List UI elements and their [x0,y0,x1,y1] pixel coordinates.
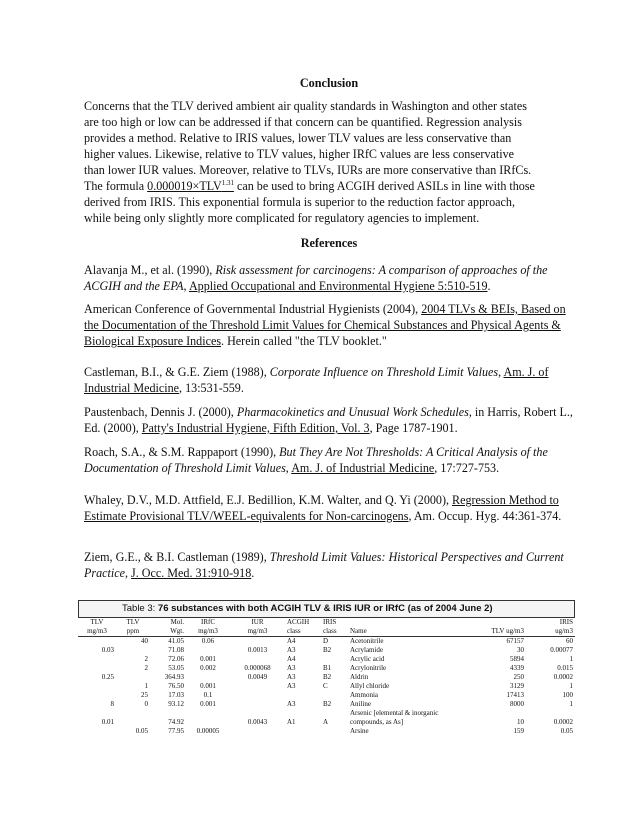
table-cell: Acetonitrile [350,637,384,645]
table-row [78,727,575,736]
table-cell [116,709,150,718]
table-cell: Arsenic [elemental & inorganic [350,709,439,717]
table-cell: A3 [287,700,296,708]
table-cell: 0.001 [200,700,216,708]
table-row [78,718,575,727]
table-row [78,700,575,709]
table-cell: 159 [513,727,524,735]
table-cell: 0.00005 [196,727,220,735]
table-cell: 30 [517,646,524,654]
substances-table [78,600,575,736]
table-cell: 8000 [510,700,524,708]
table-cell [116,718,150,727]
table-cell [78,709,116,718]
table-cell: 3129 [510,682,524,690]
table-cell: 77.95 [168,727,184,735]
table-cell: 0.002 [200,664,216,672]
formula: $0.000019\times TLV^{1.31}$ [147,178,234,193]
conclusion-line: derived from IRIS. This exponential formula is superior to the reduction factor approach, [84,195,515,209]
table-cell: 74.92 [168,718,184,726]
table-cell: 0.0002 [553,673,573,681]
reference-journal: Patty's Industrial Hygiene, Fifth Edition, Vol. 3 [141,421,370,435]
table-cell: 71.08 [168,646,184,654]
table-cell: TLV [90,618,104,626]
table-cell: 8 [110,700,114,708]
table-cell [285,691,321,700]
table-cell [230,709,285,718]
table-cell [285,727,321,736]
table-caption: Table 3: 76 substances with both ACGIH TLV & IRIS IUR or IRfC (as of 2004 June 2) [78,600,575,618]
table-cell [230,700,285,709]
table-cell: C [323,682,328,690]
references-heading: References [300,236,358,250]
reference-item: Alavanja M., et al. (1990), Risk assessment for carcinogens: A comparison of approaches of the ACGIH and the EPA, Applied Occupational and Environmental Hygiene 5:510-519. [84,263,548,293]
table-row [78,691,575,700]
table-cell [321,727,348,736]
table-cell: 0.015 [557,664,573,672]
table-cell: A4 [287,655,296,663]
table-cell: IRfC [201,618,215,626]
formula-suffix: can be used to bring ACGIH derived ASILs in line with those [233,179,535,193]
table-cell [186,718,230,727]
table-cell: 0.05 [560,727,573,735]
reference-title: Corporate Influence on Threshold Limit Values [269,365,499,379]
table-cell [186,673,230,682]
table-cell [469,618,526,627]
table-cell: 0.000068 [244,664,271,672]
table-cell [230,727,285,736]
table-cell [321,691,348,700]
reference-title: Pharmacokinetics and Unusual Work Schedules [236,405,469,419]
table-cell: Acrylamide [350,646,384,654]
table-cell: 60 [566,637,573,645]
conclusion-paragraph [84,98,574,226]
table-cell: A3 [287,673,296,681]
table-cell: 10 [517,718,524,726]
table-cell [186,709,230,718]
table-cell [321,709,348,718]
reference-journal: J. Occ. Med. 31:910-918 [131,566,252,580]
table-row [78,637,575,647]
reference-item: Roach, S.A., & S.M. Rappaport (1990), But They Are Not Thresholds: A Critical Analysis of the Documentation of Threshold Limit Values, Am. J. of Industrial Medicine, 17:727-753. [84,445,548,475]
table-cell: ACGIH [287,618,310,626]
table-cell: Aniline [350,700,371,708]
table-cell: IRIS [323,618,337,626]
table-cell: ppm [116,627,150,637]
reference-title: Risk assessment for carcinogens: A comparison of approaches of the ACGIH and the EPA [84,263,548,293]
reference-journal: Regression Method to Estimate Provisional TLV/WEEL-equivalents for Non-carcinogens [84,493,559,523]
table-cell: 1 [569,682,573,690]
table-cell: A3 [287,664,296,672]
table-cell: Mol. [170,618,184,626]
table-row [78,673,575,682]
table-cell: TLV [126,618,140,626]
table-cell: Allyl chloride [350,682,390,690]
table-cell: A1 [287,718,296,726]
reference-title: But They Are Not Thresholds: A Critical Analysis of the Documentation of Threshold Limit Values [84,445,548,475]
table-cell: 0.01 [101,718,114,726]
table-row [78,709,575,718]
table-cell: mg/m3 [230,627,285,637]
reference-item: Whaley, D.V., M.D. Attfield, E.J. Bedillion, K.M. Walter, and Q. Yi (2000), Regression Method to Estimate Provisional TLV/WEEL-equivalents for Non-carcinogens, Am. Occup. Hyg. 44:361-374. [84,493,562,523]
conclusion-line: higher values. Likewise, relative to TLV values, higher IRfC values are less conservative [84,147,514,161]
conclusion-line: are too high or low can be addressed if that concern can be quantified. Regression analysis [84,115,522,129]
table-cell: 0.05 [135,727,148,735]
table-cell: 0.0049 [247,673,268,681]
table-cell: Name [348,627,469,637]
table-cell: Ammonia [350,691,378,699]
table-cell: B2 [323,646,332,654]
table-cell: 0.0043 [247,718,268,726]
table-cell: 0.001 [200,655,216,663]
table-cell: 72.06 [168,655,184,663]
table-cell: A [323,718,329,726]
table-cell: 17413 [506,691,524,699]
table-cell [526,709,575,718]
table-cell: 250 [513,673,524,681]
table-cell [78,691,116,700]
reference-journal: 2004 TLVs & BEIs, Based on the Documentation of the Threshold Limit Values for Chemical Substances and Physical Agents & Biological Exposure Indices [84,302,566,348]
reference-journal: Am. J. of Industrial Medicine [291,461,435,475]
reference-item: Ziem, G.E., & B.I. Castleman (1989), Threshold Limit Values: Historical Perspectives and Current Practice, J. Occ. Med. 31:910-918. [84,550,564,580]
table-cell: IRIS [559,618,573,626]
table-row [78,664,575,673]
table-cell: 0.00077 [550,646,573,654]
table-cell: A3 [287,646,296,654]
table-cell: Aldrin [350,673,369,681]
table-cell: 364.93 [164,673,184,681]
table-cell: 0 [144,700,148,708]
table-cell: 0.03 [101,646,114,654]
table-cell: B1 [323,664,332,672]
table-cell: ug/m3 [526,627,575,637]
table-cell: 25 [141,691,148,699]
table-cell: 53.05 [168,664,184,672]
table-cell: TLV ug/m3 [469,627,526,637]
table-cell: 93.12 [168,700,184,708]
table-cell: class [321,627,348,637]
table-cell [78,637,116,647]
conclusion-line: provides a method. Relative to IRIS values, lower TLV values are less conservative than [84,131,512,145]
table-cell [230,637,285,647]
table-cell [469,709,526,718]
table-cell: D [323,637,329,645]
table-cell: 100 [562,691,573,699]
reference-item: American Conference of Governmental Industrial Hygienists (2004), 2004 TLVs & BEIs, Based on the Documentation of the Threshold Limit Values for Chemical Substances and Physical Agents & Biological Exposure Indices. Herein called "the TLV booklet." [84,302,566,348]
table-grid [78,618,575,736]
table-cell [348,618,469,627]
table-cell: 4339 [510,664,524,672]
table-cell [78,727,116,736]
table-cell [150,709,186,718]
table-cell: 40 [141,637,148,645]
reference-title: Threshold Limit Values: Historical Perspectives and Current Practice [84,550,564,580]
reference-item: Paustenbach, Dennis J. (2000), Pharmacokinetics and Unusual Work Schedules, in Harris, Robert L., Ed. (2000), Patty's Industrial Hygiene, Fifth Edition, Vol. 3, Page 1787-1901. [84,405,573,435]
table-header-row [78,627,575,637]
table-cell: 41.05 [168,637,184,645]
table-cell: 1 [569,700,573,708]
table-cell: 0.001 [200,682,216,690]
table-cell: Acrylic acid [350,655,385,663]
table-cell: 0.25 [101,673,114,681]
table-cell: A4 [287,637,296,645]
table-cell: 76.50 [168,682,184,690]
table-cell: 2 [144,664,148,672]
table-cell: class [285,627,321,637]
table-cell [186,646,230,655]
table-cell [230,655,285,664]
table-cell: Acrylonitrile [350,664,387,672]
formula-exponent: 1.31 [221,178,234,187]
table-cell: 1 [144,682,148,690]
table-cell [321,655,348,664]
table-cell: Wgt. [150,627,186,637]
table-header-row [78,618,575,627]
conclusion-formula-line [84,178,574,194]
table-cell [78,655,116,664]
table-cell: 0.0002 [553,718,573,726]
table-cell [78,664,116,673]
reference-journal: Am. J. of Industrial Medicine [84,365,549,395]
table-cell [116,673,150,682]
conclusion-line: than lower IUR values. Moreover, relative to TLVs, IURs are more conservative than IRfCs. [84,163,532,177]
table-cell: A3 [287,682,296,690]
table-cell: 17.03 [168,691,184,699]
table-cell: mg/m3 [186,627,230,637]
table-cell: 0.06 [201,637,215,645]
table-row [78,682,575,691]
conclusion-line: while being only slightly more complicated for regulatory agencies to implement. [84,211,480,225]
table-cell: 0.0013 [247,646,268,654]
table-cell: 2 [144,655,148,663]
table-row [78,655,575,664]
table-cell: 0.1 [203,691,213,699]
formula-prefix: The formula [84,179,148,193]
table-row [78,646,575,655]
table-cell: B2 [323,700,332,708]
table-cell: mg/m3 [78,627,116,637]
table-cell [230,682,285,691]
table-cell: 67157 [506,637,524,645]
table-cell: compounds, as As] [350,718,404,726]
table-cell: B2 [323,673,332,681]
table-cell [78,682,116,691]
table-cell [116,646,150,655]
table-cell: 5894 [510,655,524,663]
table-cell: Arsine [350,727,369,735]
table-cell [230,691,285,700]
table-cell: IUR [251,618,264,626]
reference-item: Castleman, B.I., & G.E. Ziem (1988), Corporate Influence on Threshold Limit Values, Am. J. of Industrial Medicine, 13:531-559. [84,365,549,395]
reference-journal: Applied Occupational and Environmental Hygiene 5:510-519 [188,279,488,293]
table-cell: 1 [569,655,573,663]
conclusion-line: Concerns that the TLV derived ambient air quality standards in Washington and other states [84,99,527,113]
conclusion-heading: Conclusion [299,76,359,90]
table-cell [285,709,321,718]
